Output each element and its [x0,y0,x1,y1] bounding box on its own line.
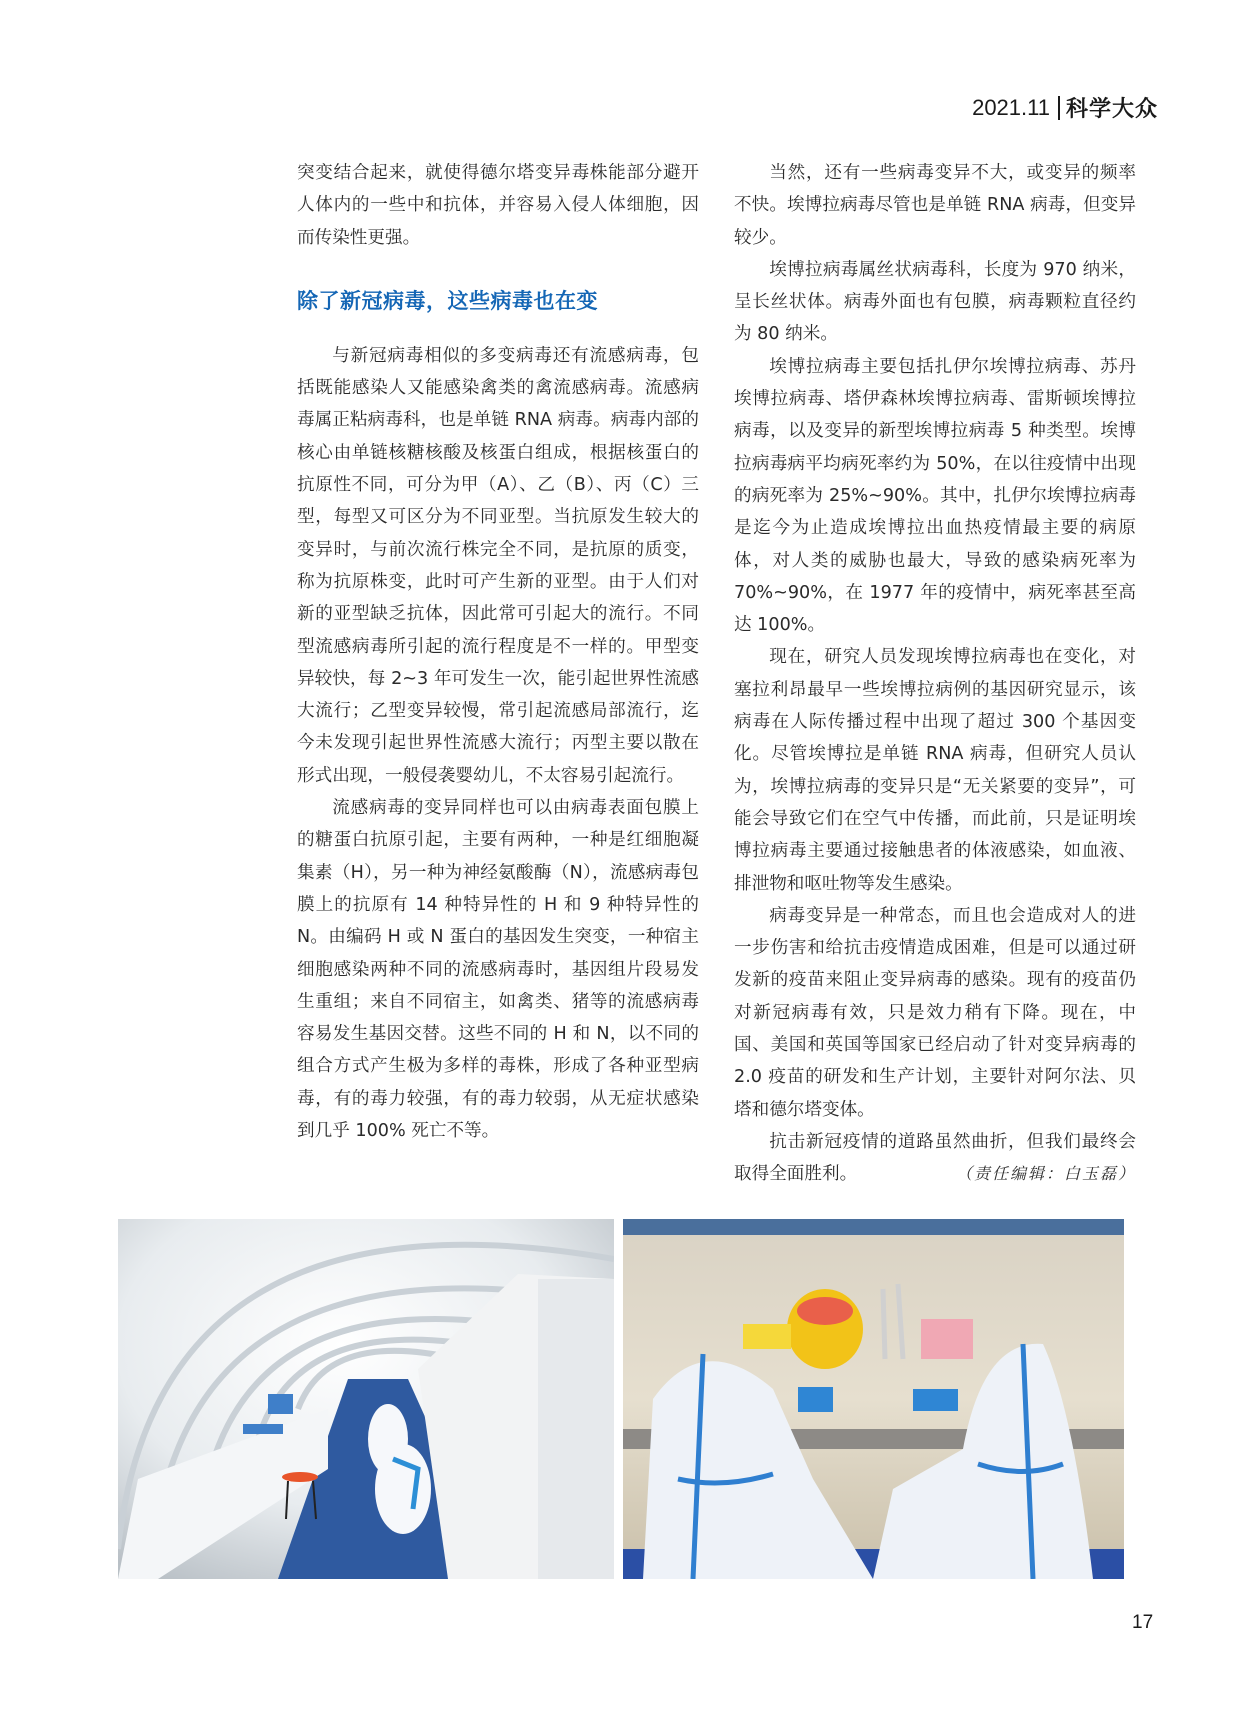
paragraph: 当然，还有一些病毒变异不大，或变异的频率不快。埃博拉病毒尽管也是单链 RNA 病毒，但变异较少。 [734,163,1136,248]
header-divider [1058,96,1060,120]
paragraph: 突变结合起来，就使得德尔塔变异毒株能部分避开人体内的一些中和抗体，并容易入侵人体细胞，因而传染性更强。 [297,163,699,248]
closing-text: 抗击新冠疫情的道路虽然曲折，但我们最终会取得全面胜利。 [734,1131,1136,1185]
issue-date: 2021.11 [972,94,1050,120]
section-heading: 除了新冠病毒，这些病毒也在变 [297,288,598,313]
paragraph: 与新冠病毒相似的多变病毒还有流感病毒，包括既能感染人又能感染禽类的禽流感病毒。流感病毒属正粘病毒科，也是单链 RNA 病毒。病毒内部的核心由单链核糖核酸及核蛋白组成，根据核蛋白的抗原性不同，可分为甲（A）、乙（B）、丙（C）三型，每型又可区分为不同亚型。当抗原发生较大的变异时，与前次流行株完全不同，是抗原的质变，称为抗原株变，此时可产生新的亚型。由于人们对新的亚型缺乏抗体，因此常可引起大的流行。不同型流感病毒所引起的流行程度是不一样的。甲型变异较快，每 2~3 年可发生一次，能引起世界性流感大流行；乙型变异较慢，常引起流感局部流行，迄今未发现引起世界性流感大流行；丙型主要以散在形式出现，一般侵袭婴幼儿，不太容易引起流行。 [297,345,699,786]
right-column [734,157,1136,1191]
biosafety-cabinet-image [623,1219,1124,1579]
left-column [297,157,699,1147]
paragraph: 埃博拉病毒属丝状病毒科，长度为 970 纳米，呈长丝状体。病毒外面也有包膜，病毒颗粒直径约为 80 纳米。 [734,259,1136,345]
paragraph: 病毒变异是一种常态，而且也会造成对人的进一步伤害和给抗击疫情造成困难，但是可以通过研发新的疫苗来阻止变异病毒的感染。现有的疫苗仍对新冠病毒有效，只是效力稍有下降。现在，中国、美国和英国等国家已经启动了针对变异病毒的 2.0 疫苗的研发和生产计划，主要针对阿尔法、贝塔和德尔塔变体。 [734,905,1136,1120]
magazine-logo: 科学大众 [1065,96,1158,122]
lab-tunnel-photo [118,1219,614,1579]
closing-paragraph [734,1126,1136,1191]
editor-note: （责任编辑：白玉磊） [955,1164,1136,1184]
page-header [972,92,1158,123]
paragraph: 埃博拉病毒主要包括扎伊尔埃博拉病毒、苏丹埃博拉病毒、塔伊森林埃博拉病毒、雷斯顿埃博拉病毒，以及变异的新型埃博拉病毒 5 种类型。埃博拉病毒病平均病死率约为 50%，在以往疫情中出现的病死率为 25%~90%。其中，扎伊尔埃博拉病毒是迄今为止造成埃博拉出血热疫情最主要的病原体，对人类的威胁也最大，导致的感染病死率为 70%~90%，在 1977 年的疫情中，病死率甚至高达 100%。 [734,356,1136,636]
page-number: 17 [1132,1612,1154,1633]
paragraph: 流感病毒的变异同样也可以由病毒表面包膜上的糖蛋白抗原引起，主要有两种，一种是红细胞凝集素（H），另一种为神经氨酸酶（N），流感病毒包膜上的抗原有 14 种特异性的 H 和 9 种特异性的 N。由编码 H 或 N 蛋白的基因发生突变，一种宿主细胞感染两种不同的流感病毒时，基因组片段易发生重组；来自不同宿主，如禽类、猪等的流感病毒容易发生基因交替。这些不同的 H 和 N，以不同的组合方式产生极为多样的毒株，形成了各种亚型病毒，有的毒力较强，有的毒力较弱，从无症状感染到几乎 100% 死亡不等。 [297,798,699,1142]
paragraph: 现在，研究人员发现埃博拉病毒也在变化，对塞拉利昂最早一些埃博拉病例的基因研究显示，该病毒在人际传播过程中出现了超过 300 个基因变化。尽管埃博拉是单链 RNA 病毒，但研究人员认为，埃博拉病毒的变异只是“无关紧要的变异”，可能会导致它们在空气中传播，而此前，只是证明埃博拉病毒主要通过接触患者的体液感染，如血液、排泄物和呕吐物等发生感染。 [734,647,1136,894]
biosafety-cabinet-photo [623,1219,1124,1579]
lab-tunnel-image [118,1219,614,1579]
